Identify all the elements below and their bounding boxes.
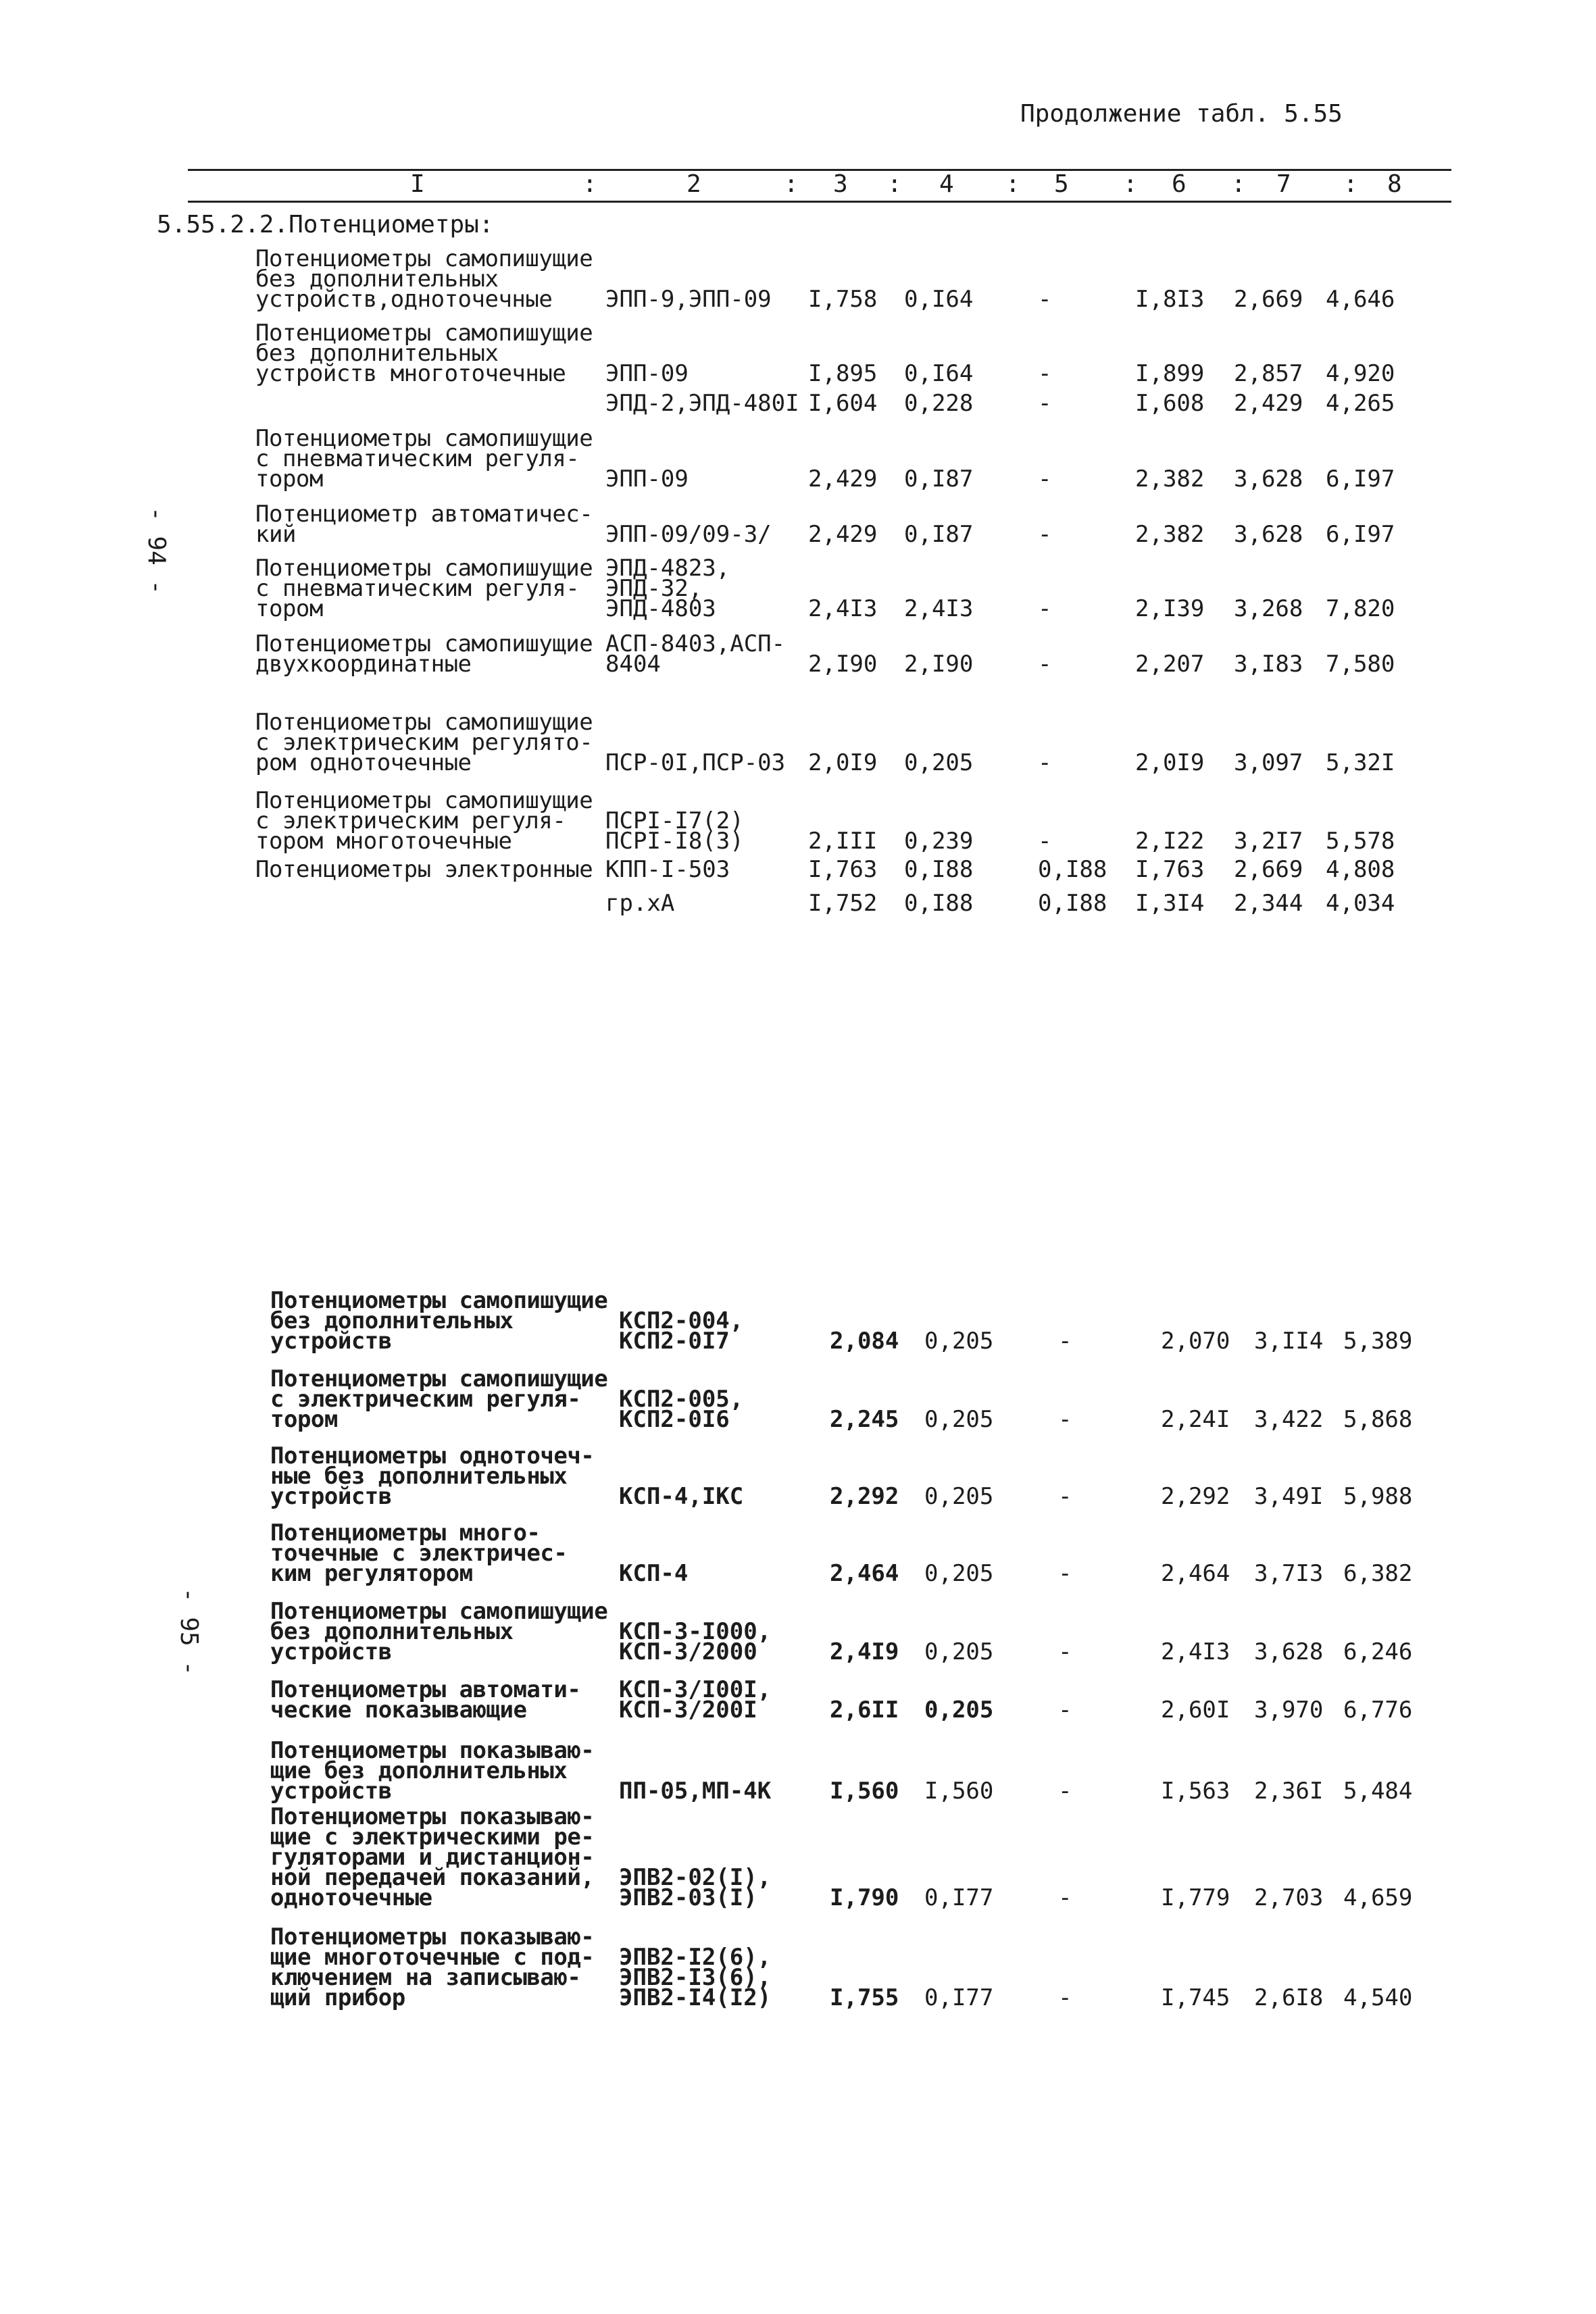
cell-col-4: 0,205 (924, 1406, 994, 1433)
cell-col-8: 5,32I (1326, 749, 1395, 776)
cell-col-4: I,560 (924, 1778, 994, 1805)
cell-col-5: - (1058, 1638, 1072, 1665)
cell-col-7: 3,097 (1234, 749, 1303, 776)
cell-col-3: I,895 (808, 360, 878, 387)
cell-col-4: 0,205 (924, 1483, 994, 1510)
row-name: Потенциометры самопишущие без дополнительных устройств (270, 1287, 608, 1355)
cell-col-4: 0,205 (924, 1560, 994, 1587)
cell-col-4: 0,205 (924, 1328, 994, 1355)
cell-col-6: I,3I4 (1135, 890, 1205, 917)
col-header-8: 8 (1387, 170, 1402, 198)
cell-col-7: 3,422 (1254, 1406, 1324, 1433)
row-name: Потенциометр автоматичес- кий (255, 501, 593, 548)
cell-col-6: I,608 (1135, 390, 1205, 417)
row-mark: ЭПП-09 (605, 466, 689, 493)
cell-col-7: 2,344 (1234, 890, 1303, 917)
cell-col-4: 0,I77 (924, 1984, 994, 2011)
cell-col-6: 2,464 (1161, 1560, 1230, 1587)
row-mark: КСП2-004, КСП2-0I7 (619, 1307, 744, 1355)
cell-col-7: 3,49I (1254, 1483, 1324, 1510)
cell-col-8: 5,389 (1343, 1328, 1413, 1355)
row-name: Потенциометры самопишущие с электрическим регуля- тором многоточечные (255, 787, 593, 855)
row-mark: КСП2-005, КСП2-0I6 (619, 1386, 744, 1433)
cell-col-7: 2,669 (1234, 856, 1303, 883)
cell-col-7: 2,857 (1234, 360, 1303, 387)
row-name: Потенциометры показываю- щие без дополнительных устройств (270, 1737, 595, 1805)
col-header-7: 7 (1276, 170, 1291, 198)
cell-col-6: 2,382 (1135, 521, 1205, 548)
cell-col-5: - (1058, 1406, 1072, 1433)
cell-col-7: 2,429 (1234, 390, 1303, 417)
cell-col-4: 2,I90 (904, 651, 974, 678)
cell-col-5: - (1058, 1696, 1072, 1724)
cell-col-8: 7,820 (1326, 595, 1395, 622)
cell-col-5: - (1038, 828, 1052, 855)
cell-col-7: 2,6I8 (1254, 1984, 1324, 2011)
row-mark: ЭПВ2-I2(6), ЭПВ2-I3(6), ЭПВ2-I4(I2) (619, 1944, 772, 2011)
row-mark: КПП-I-503 (605, 856, 730, 883)
cell-col-4: 0,I88 (904, 890, 974, 917)
cell-col-5: - (1058, 1984, 1072, 2011)
cell-col-8: 4,659 (1343, 1884, 1413, 1911)
cell-col-3: 2,429 (808, 466, 878, 493)
row-mark: ПСР-0I,ПСР-03 (605, 749, 786, 776)
row-name: Потенциометры самопишущие с пневматическим регуля- тором (255, 555, 593, 622)
col-sep: : (1231, 170, 1246, 198)
col-header-3: 3 (833, 170, 848, 198)
cell-col-6: 2,I22 (1135, 828, 1205, 855)
cell-col-8: 4,920 (1326, 360, 1395, 387)
col-sep: : (1005, 170, 1020, 198)
cell-col-5: - (1038, 466, 1052, 493)
row-mark: КСП-3-I000, КСП-3/2000 (619, 1618, 772, 1665)
cell-col-5: - (1038, 390, 1052, 417)
cell-col-3: I,755 (830, 1984, 899, 2011)
row-name: Потенциометры одноточеч- ные без дополнительных устройств (270, 1442, 595, 1510)
cell-col-3: I,763 (808, 856, 878, 883)
row-name: Потенциометры самопишущие с пневматическим регуля- тором (255, 425, 593, 493)
cell-col-4: 0,I88 (904, 856, 974, 883)
cell-col-6: I,779 (1161, 1884, 1230, 1911)
cell-col-3: 2,4I9 (830, 1638, 899, 1665)
col-header-2: 2 (687, 170, 701, 198)
cell-col-7: 3,I83 (1234, 651, 1303, 678)
cell-col-8: 5,484 (1343, 1778, 1413, 1805)
cell-col-5: - (1038, 749, 1052, 776)
cell-col-8: 4,540 (1343, 1984, 1413, 2011)
row-name: Потенциометры много- точечные с электричес- ким регулятором (270, 1519, 568, 1587)
cell-col-6: 2,24I (1161, 1406, 1230, 1433)
cell-col-3: 2,245 (830, 1406, 899, 1433)
row-mark: АСП-8403,АСП- 8404 (605, 630, 786, 678)
cell-col-6: I,563 (1161, 1778, 1230, 1805)
cell-col-4: 0,239 (904, 828, 974, 855)
cell-col-5: - (1038, 360, 1052, 387)
col-sep: : (887, 170, 902, 198)
cell-col-3: 2,429 (808, 521, 878, 548)
cell-col-5: - (1038, 521, 1052, 548)
col-header-5: 5 (1054, 170, 1069, 198)
cell-col-5: - (1058, 1483, 1072, 1510)
cell-col-5: - (1058, 1560, 1072, 1587)
cell-col-7: 3,II4 (1254, 1328, 1324, 1355)
col-header-1: I (410, 170, 425, 198)
cell-col-8: 5,578 (1326, 828, 1395, 855)
cell-col-4: 0,I77 (924, 1884, 994, 1911)
cell-col-8: 6,I97 (1326, 521, 1395, 548)
row-name: Потенциометры автомати- ческие показывающие (270, 1676, 581, 1724)
cell-col-3: 2,292 (830, 1483, 899, 1510)
cell-col-6: 2,382 (1135, 466, 1205, 493)
cell-col-3: I,560 (830, 1778, 899, 1805)
cell-col-8: 4,034 (1326, 890, 1395, 917)
row-mark: гр.хА (605, 890, 675, 917)
cell-col-7: 3,268 (1234, 595, 1303, 622)
cell-col-8: 6,I97 (1326, 466, 1395, 493)
header-bottom-rule (188, 201, 1451, 203)
cell-col-5: - (1058, 1328, 1072, 1355)
row-mark: ЭПП-09/09-3/ (605, 521, 772, 548)
row-mark: ЭПП-09 (605, 360, 689, 387)
cell-col-6: 2,207 (1135, 651, 1205, 678)
cell-col-4: 0,I64 (904, 286, 974, 313)
cell-col-5: 0,I88 (1038, 890, 1107, 917)
cell-col-7: 2,669 (1234, 286, 1303, 313)
row-mark: ЭПВ2-02(I), ЭПВ2-03(I) (619, 1864, 772, 1911)
cell-col-8: 4,808 (1326, 856, 1395, 883)
cell-col-3: I,758 (808, 286, 878, 313)
cell-col-5: - (1038, 651, 1052, 678)
cell-col-6: I,745 (1161, 1984, 1230, 2011)
cell-col-3: I,604 (808, 390, 878, 417)
col-sep: : (784, 170, 799, 198)
cell-col-8: 6,246 (1343, 1638, 1413, 1665)
cell-col-8: 4,265 (1326, 390, 1395, 417)
cell-col-5: - (1038, 595, 1052, 622)
table-continuation-caption: Продолжение табл. 5.55 (1020, 100, 1343, 128)
section-title: 5.55.2.2.Потенциометры: (157, 211, 494, 238)
row-mark: КСП-4,IКС (619, 1483, 744, 1510)
cell-col-7: 3,970 (1254, 1696, 1324, 1724)
cell-col-4: 0,205 (904, 749, 974, 776)
cell-col-3: I,752 (808, 890, 878, 917)
row-mark: ЭПД-4823, ЭПД-32, ЭПД-4803 (605, 555, 730, 622)
cell-col-7: 2,703 (1254, 1884, 1324, 1911)
cell-col-7: 3,628 (1234, 466, 1303, 493)
cell-col-5: - (1058, 1884, 1072, 1911)
cell-col-4: 0,205 (924, 1696, 994, 1724)
cell-col-4: 2,4I3 (904, 595, 974, 622)
cell-col-5: 0,I88 (1038, 856, 1107, 883)
row-mark: КСП-4 (619, 1560, 689, 1587)
cell-col-7: 3,628 (1234, 521, 1303, 548)
col-header-4: 4 (939, 170, 954, 198)
row-name: Потенциометры самопишущие без дополнительных устройств,одноточечные (255, 245, 593, 313)
cell-col-4: 0,205 (924, 1638, 994, 1665)
cell-col-8: 6,382 (1343, 1560, 1413, 1587)
cell-col-8: 5,868 (1343, 1406, 1413, 1433)
table-header (0, 170, 1596, 204)
cell-col-7: 3,2I7 (1234, 828, 1303, 855)
col-header-6: 6 (1172, 170, 1187, 198)
cell-col-6: I,8I3 (1135, 286, 1205, 313)
cell-col-5: - (1038, 286, 1052, 313)
row-mark: ПП-05,МП-4К (619, 1778, 772, 1805)
cell-col-6: 2,292 (1161, 1483, 1230, 1510)
cell-col-3: 2,I90 (808, 651, 878, 678)
row-name: Потенциометры электронные (255, 856, 593, 883)
row-name: Потенциометры самопишущие двухкоординатные (255, 630, 593, 678)
cell-col-4: 0,I87 (904, 466, 974, 493)
cell-col-3: 2,084 (830, 1328, 899, 1355)
cell-col-6: I,899 (1135, 360, 1205, 387)
row-mark: ЭПД-2,ЭПД-480I (605, 390, 799, 417)
cell-col-3: 2,4I3 (808, 595, 878, 622)
row-name: Потенциометры самопишущие без дополнительных устройств (270, 1598, 608, 1665)
row-mark: ПСРI-I7(2) ПСРI-I8(3) (605, 807, 744, 855)
cell-col-6: I,763 (1135, 856, 1205, 883)
cell-col-8: 7,580 (1326, 651, 1395, 678)
cell-col-4: 0,I64 (904, 360, 974, 387)
cell-col-8: 4,646 (1326, 286, 1395, 313)
row-name: Потенциометры самопишущие без дополнительных устройств многоточечные (255, 320, 593, 387)
row-name: Потенциометры самопишущие с электрическим регуля- тором (270, 1365, 608, 1433)
col-sep: : (1123, 170, 1138, 198)
row-name: Потенциометры показываю- щие многоточечные с под- ключением на записываю- щий прибор (270, 1923, 595, 2011)
cell-col-6: 2,070 (1161, 1328, 1230, 1355)
row-name: Потенциометры самопишущие с электрическим регулято- ром одноточечные (255, 709, 593, 776)
cell-col-3: I,790 (830, 1884, 899, 1911)
col-sep: : (1343, 170, 1358, 198)
cell-col-3: 2,464 (830, 1560, 899, 1587)
page-number-94: - 94 - (143, 507, 170, 595)
cell-col-7: 2,36I (1254, 1778, 1324, 1805)
cell-col-8: 6,776 (1343, 1696, 1413, 1724)
cell-col-3: 2,III (808, 828, 878, 855)
page-number-95: - 95 - (175, 1588, 203, 1676)
row-mark: КСП-3/I00I, КСП-3/200I (619, 1676, 772, 1724)
cell-col-6: 2,0I9 (1135, 749, 1205, 776)
cell-col-6: 2,I39 (1135, 595, 1205, 622)
cell-col-6: 2,60I (1161, 1696, 1230, 1724)
row-mark: ЭПП-9,ЭПП-09 (605, 286, 772, 313)
cell-col-7: 3,7I3 (1254, 1560, 1324, 1587)
row-name: Потенциометры показываю- щие с электрическими ре- гуляторами и дистанцион- ной передачей показаний, одноточечные (270, 1803, 595, 1911)
cell-col-8: 5,988 (1343, 1483, 1413, 1510)
cell-col-4: 0,I87 (904, 521, 974, 548)
cell-col-4: 0,228 (904, 390, 974, 417)
cell-col-7: 3,628 (1254, 1638, 1324, 1665)
cell-col-5: - (1058, 1778, 1072, 1805)
col-sep: : (582, 170, 597, 198)
cell-col-6: 2,4I3 (1161, 1638, 1230, 1665)
cell-col-3: 2,6II (830, 1696, 899, 1724)
cell-col-3: 2,0I9 (808, 749, 878, 776)
